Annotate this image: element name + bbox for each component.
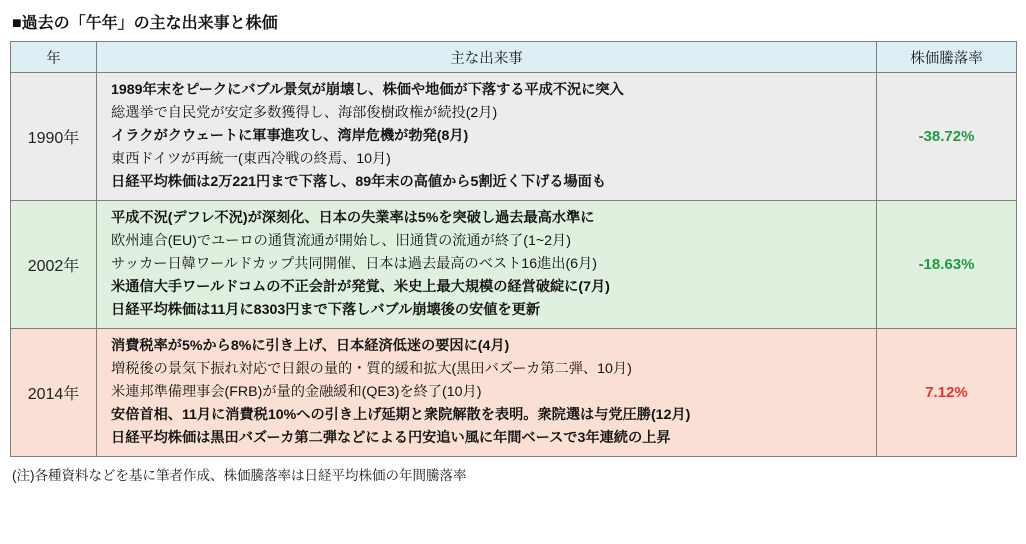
row-events xyxy=(97,73,877,201)
column-header-events: 主な出来事 xyxy=(97,42,877,73)
row-year: 2002年 xyxy=(11,201,97,329)
column-header-rate: 株価騰落率 xyxy=(877,42,1017,73)
list-item: 日経平均株価は黒田バズーカ第二弾などによる円安追い風に年間ベースで3年連続の上昇 xyxy=(111,430,671,446)
row-events xyxy=(97,201,877,329)
page-title: ■過去の「午年」の主な出来事と株価 xyxy=(12,15,278,32)
table-row xyxy=(11,201,1017,329)
list-item: 欧州連合(EU)でユーロの通貨流通が開始し、旧通貨の流通が終了(1~2月) xyxy=(111,233,571,249)
table-header xyxy=(11,42,1017,73)
list-item: 米連邦準備理事会(FRB)が量的金融緩和(QE3)を終了(10月) xyxy=(111,384,482,400)
row-year: 2014年 xyxy=(11,329,97,457)
row-rate: -18.63% xyxy=(877,201,1017,329)
list-item: 日経平均株価は11月に8303円まで下落しバブル崩壊後の安値を更新 xyxy=(111,302,541,318)
list-item: 総選挙で自民党が安定多数獲得し、海部俊樹政権が続投(2月) xyxy=(111,105,498,121)
row-year: 1990年 xyxy=(11,73,97,201)
list-item: 平成不況(デフレ不況)が深刻化、日本の失業率は5%を突破し過去最高水準に xyxy=(111,210,595,226)
event-list xyxy=(97,79,876,194)
row-rate: 7.12% xyxy=(877,329,1017,457)
table-body xyxy=(11,73,1017,457)
row-rate: -38.72% xyxy=(877,73,1017,201)
table-row xyxy=(11,73,1017,201)
list-item: 米通信大手ワールドコムの不正会計が発覚、米史上最大規模の経営破綻に(7月) xyxy=(111,279,610,295)
list-item: 増税後の景気下振れ対応で日銀の量的・質的緩和拡大(黒田バズーカ第二弾、10月) xyxy=(111,361,632,377)
table-row xyxy=(11,329,1017,457)
list-item: 1989年末をピークにバブル景気が崩壊し、株価や地価が下落する平成不況に突入 xyxy=(111,82,624,98)
list-item: 消費税率が5%から8%に引き上げ、日本経済低迷の要因に(4月) xyxy=(111,338,510,354)
table-note: (注)各種資料などを基に筆者作成、株価騰落率は日経平均株価の年間騰落率 xyxy=(12,468,467,483)
list-item: 日経平均株価は2万221円まで下落し、89年末の高値から5割近く下げる場面も xyxy=(111,174,607,190)
event-list xyxy=(97,207,876,322)
row-events xyxy=(97,329,877,457)
list-item: 東西ドイツが再統一(東西冷戦の終焉、10月) xyxy=(111,151,391,167)
table-header-row xyxy=(11,42,1017,73)
list-item: イラクがクウェートに軍事進攻し、湾岸危機が勃発(8月) xyxy=(111,128,469,144)
column-header-year: 年 xyxy=(11,42,97,73)
list-item: サッカー日韓ワールドカップ共同開催、日本は過去最高のベスト16進出(6月) xyxy=(111,256,597,272)
events-table xyxy=(10,41,1017,457)
list-item: 安倍首相、11月に消費税10%への引き上げ延期と衆院解散を表明。衆院選は与党圧勝(12月) xyxy=(111,407,691,423)
event-list xyxy=(97,335,876,450)
